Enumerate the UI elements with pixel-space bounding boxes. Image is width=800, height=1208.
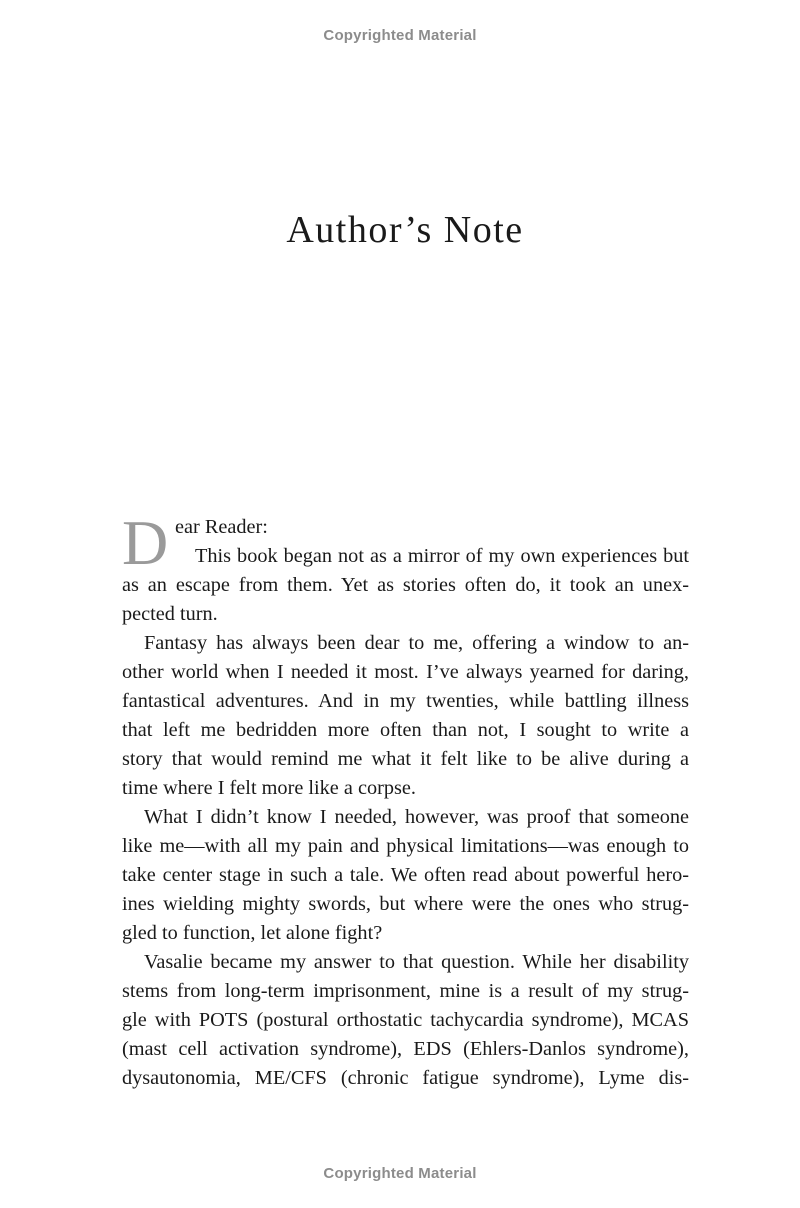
text-line: What I didn’t know I needed, however, was proof that someone xyxy=(144,806,689,828)
text-line: Fantasy has always been dear to me, offering a window to an- xyxy=(144,632,689,654)
text-line: story that would remind me what it felt like to be alive during a xyxy=(122,748,689,770)
text-line: as an escape from them. Yet as stories often do, it took an unex- xyxy=(122,574,689,596)
text-line: like me—with all my pain and physical limitations—was enough to xyxy=(122,835,689,857)
text-line: Vasalie became my answer to that question. While her disability xyxy=(144,951,689,973)
text-line: ines wielding mighty swords, but where were the ones who strug- xyxy=(122,893,689,915)
text-line: pected turn. xyxy=(122,603,218,625)
text-line: gle with POTS (postural orthostatic tachycardia syndrome), MCAS xyxy=(122,1009,689,1031)
text-line: fantastical adventures. And in my twenties, while battling illness xyxy=(122,690,689,712)
text-line: take center stage in such a tale. We often read about powerful hero- xyxy=(122,864,689,886)
text-line: gled to function, let alone fight? xyxy=(122,922,383,944)
salutation-line: ear Reader: xyxy=(175,516,268,538)
text-line: stems from long-term imprisonment, mine is a result of my strug- xyxy=(122,980,689,1002)
chapter-title: Author’s Note xyxy=(286,209,524,251)
text-line: This book began not as a mirror of my own experiences but xyxy=(195,545,689,567)
drop-cap: D xyxy=(122,507,169,578)
copyright-footer: Copyrighted Material xyxy=(323,1165,477,1182)
text-line: other world when I needed it most. I’ve always yearned for daring, xyxy=(122,661,689,683)
copyright-header: Copyrighted Material xyxy=(323,27,477,44)
text-line: time where I felt more like a corpse. xyxy=(122,777,416,799)
text-line: that left me bedridden more often than not, I sought to write a xyxy=(122,719,689,741)
body-text xyxy=(122,507,689,1093)
text-line: dysautonomia, ME/CFS (chronic fatigue syndrome), Lyme dis- xyxy=(122,1067,689,1089)
text-line: (mast cell activation syndrome), EDS (Ehlers-Danlos syndrome), xyxy=(122,1038,689,1060)
